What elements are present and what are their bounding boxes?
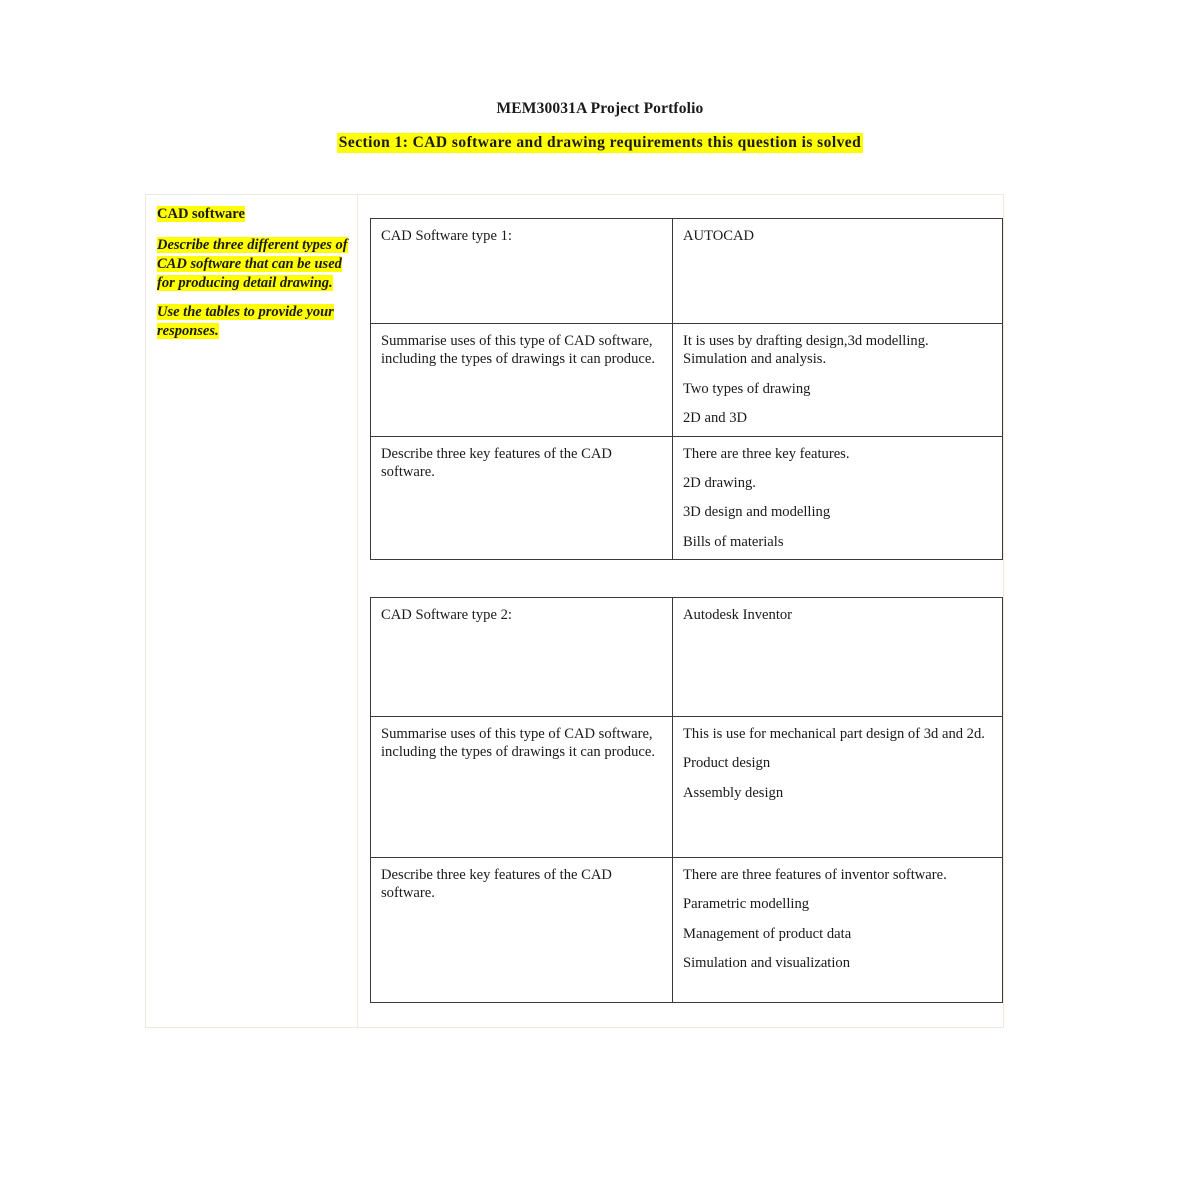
answer-paragraph: Management of product data [683, 925, 852, 942]
answer-paragraph: 3D design and modelling [683, 504, 831, 521]
section-heading [0, 131, 1200, 154]
answer-paragraph: Product design [683, 755, 771, 772]
page-title: MEM30031A Project Portfolio [496, 100, 704, 117]
answer-paragraph: This is use for mechanical part design of 3d and 2d. [683, 726, 985, 742]
content-area [358, 195, 1003, 1027]
section-heading-text: Section 1: CAD software and drawing requirements this question is solved [338, 134, 862, 151]
sidebar-instruction-2-text: Use the tables to provide your responses. [157, 303, 334, 339]
sidebar-instruction-1 [157, 236, 349, 293]
sidebar-instruction-2 [157, 303, 349, 341]
answer-paragraph: 2D drawing. [683, 474, 756, 491]
row-label-cell [371, 324, 673, 437]
row-label-cell [371, 219, 673, 324]
table-row [371, 219, 1003, 324]
row-label: CAD Software type 2: [381, 607, 512, 623]
portfolio-frame [145, 194, 1004, 1028]
sidebar-heading-text: CAD software [157, 206, 245, 222]
table-row [371, 598, 1003, 717]
answer-paragraph: 2D and 3D [683, 410, 748, 427]
answer-paragraph: Simulation and visualization [683, 955, 850, 972]
sidebar-heading [157, 205, 349, 224]
table-row [371, 436, 1003, 560]
row-answer-cell[interactable] [673, 598, 1003, 717]
table-row [371, 717, 1003, 858]
answer-paragraph: Bills of materials [683, 533, 784, 550]
answer-paragraph: Autodesk Inventor [683, 607, 793, 623]
answer-paragraph: AUTOCAD [683, 228, 755, 244]
row-answer-cell[interactable] [673, 324, 1003, 437]
answer-paragraph: It is uses by drafting design,3d modelling. Simulation and analysis. [683, 333, 929, 368]
cad-software-type-1-table [370, 218, 1003, 560]
answer-paragraph: There are three features of inventor software. [683, 867, 947, 883]
row-label-cell [371, 598, 673, 717]
row-label: Describe three key features of the CAD software. [381, 867, 612, 902]
sidebar [146, 195, 358, 1027]
row-answer-cell[interactable] [673, 717, 1003, 858]
row-label-cell [371, 717, 673, 858]
row-label-cell [371, 858, 673, 1003]
sidebar-instruction-1-text: Describe three different types of CAD software that can be used for producing detail drawing. [157, 236, 348, 291]
row-label: Describe three key features of the CAD software. [381, 445, 612, 480]
table-row [371, 324, 1003, 437]
row-answer-cell[interactable] [673, 436, 1003, 560]
answer-paragraph: Two types of drawing [683, 380, 811, 397]
table-row [371, 858, 1003, 1003]
row-label-cell [371, 436, 673, 560]
cad-software-type-2-table [370, 597, 1003, 1003]
row-label: Summarise uses of this type of CAD software, including the types of drawings it can produce. [381, 333, 655, 368]
answer-paragraph: Parametric modelling [683, 896, 810, 913]
row-label: CAD Software type 1: [381, 228, 512, 244]
row-answer-cell[interactable] [673, 219, 1003, 324]
answer-paragraph: Assembly design [683, 784, 784, 801]
answer-paragraph: There are three key features. [683, 445, 850, 462]
row-label: Summarise uses of this type of CAD software, including the types of drawings it can produce. [381, 726, 655, 761]
row-answer-cell[interactable] [673, 858, 1003, 1003]
